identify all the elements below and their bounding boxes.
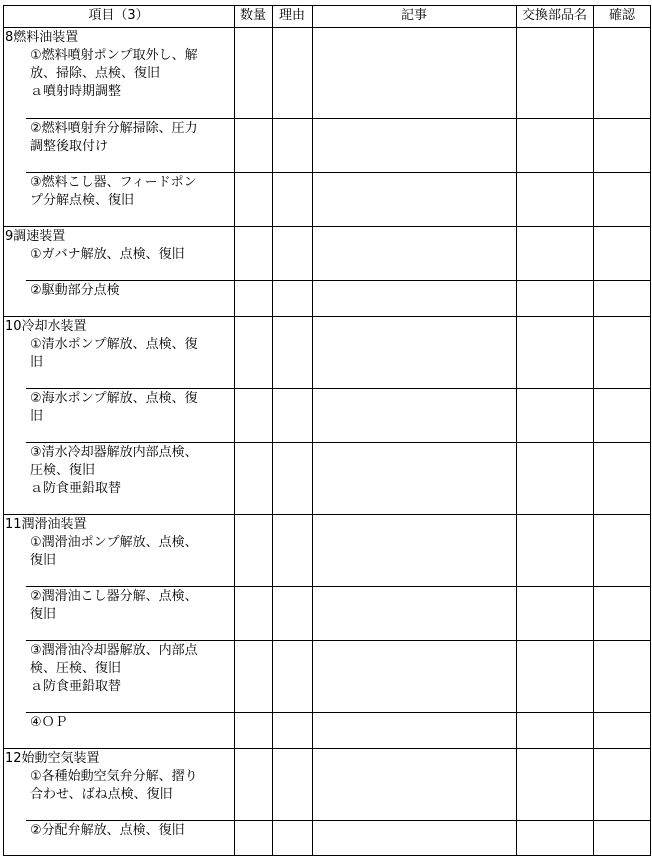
grid-line [3, 5, 4, 856]
item-line: ａ防食亜鉛取替 [30, 481, 122, 496]
item-line: 旧 [30, 355, 44, 370]
grid-line [3, 748, 651, 749]
item-line: 調整後取付け [30, 139, 109, 154]
item-line: ａ噴射時期調整 [30, 84, 122, 99]
item-line: ②駆動部分点検 [30, 283, 120, 298]
item-line: 検、圧検、復旧 [30, 661, 122, 676]
checklist-item [30, 642, 230, 696]
grid-line [3, 316, 651, 317]
item-line: 復旧 [30, 607, 57, 622]
item-line: ③清水冷却器解放内部点検、 [30, 445, 198, 460]
grid-line [26, 586, 651, 587]
section-title: 8燃料油装置 [5, 30, 79, 45]
grid-line [650, 5, 651, 856]
item-line: ②分配弁解放、点検、復旧 [30, 823, 185, 838]
item-line: 放、掃除、点検、復旧 [30, 66, 161, 81]
header-notes: 記事 [400, 8, 427, 23]
item-line: ①各種始動空気弁分解、摺り [30, 769, 198, 784]
grid-line [272, 5, 273, 856]
item-line: 合わせ、ばね点検、復旧 [30, 787, 173, 802]
checklist-item [30, 390, 230, 426]
item-line: ①清水ポンプ解放、点検、復 [30, 337, 198, 352]
checklist-item [30, 768, 230, 804]
checklist-item [30, 246, 230, 264]
checklist-item [30, 444, 230, 498]
header-parts: 交換部品名 [521, 8, 587, 23]
checklist-item [30, 174, 230, 210]
header-quantity: 数量 [239, 8, 266, 23]
item-line: 圧検、復旧 [30, 463, 96, 478]
section-title: 9調速装置 [5, 229, 66, 244]
item-line: ④ＯＰ [30, 715, 68, 730]
grid-line [26, 820, 651, 821]
checklist-item [30, 822, 230, 840]
item-line: ②燃料噴射弁分解掃除、圧力 [30, 121, 198, 136]
item-line: ③潤滑油冷却器解放、内部点 [30, 643, 198, 658]
item-line: プ分解点検、復旧 [30, 193, 135, 208]
item-line: 復旧 [30, 553, 57, 568]
item-line: ①燃料噴射ポンプ取外し、解 [30, 48, 198, 63]
maintenance-checklist-table [3, 5, 651, 856]
grid-line [516, 5, 517, 856]
grid-line [3, 514, 651, 515]
checklist-item [30, 120, 230, 156]
grid-line [312, 5, 313, 856]
grid-line [234, 5, 235, 856]
header-reason: 理由 [278, 8, 305, 23]
grid-line [3, 27, 651, 28]
checklist-item [30, 714, 230, 732]
header-item: 項目（3） [88, 8, 149, 23]
item-line: ③燃料こし器、フィードポン [30, 175, 197, 190]
item-line: 旧 [30, 409, 44, 424]
item-line: ①ガバナ解放、点検、復旧 [30, 247, 185, 262]
grid-line [3, 226, 651, 227]
grid-line [26, 280, 651, 281]
grid-line [26, 442, 651, 443]
grid-line [3, 5, 651, 6]
section-title: 12始動空気装置 [5, 751, 100, 766]
section-title: 10冷却水装置 [5, 319, 87, 334]
grid-line [26, 388, 651, 389]
checklist-item [30, 534, 230, 570]
grid-line [593, 5, 594, 856]
grid-line [26, 712, 651, 713]
item-line: ａ防食亜鉛取替 [30, 679, 122, 694]
checklist-item [30, 336, 230, 372]
item-line: ①潤滑油ポンプ解放、点検、 [30, 535, 198, 550]
grid-line [26, 118, 651, 119]
checklist-item [30, 282, 230, 300]
checklist-item [30, 588, 230, 624]
grid-line [3, 855, 651, 856]
item-line: ②潤滑油こし器分解、点検、 [30, 589, 198, 604]
grid-line [26, 172, 651, 173]
section-title: 11潤滑油装置 [5, 517, 87, 532]
header-confirm: 確認 [608, 8, 635, 23]
grid-line [26, 640, 651, 641]
item-line: ②海水ポンプ解放、点検、復 [30, 391, 198, 406]
checklist-item [30, 47, 230, 101]
